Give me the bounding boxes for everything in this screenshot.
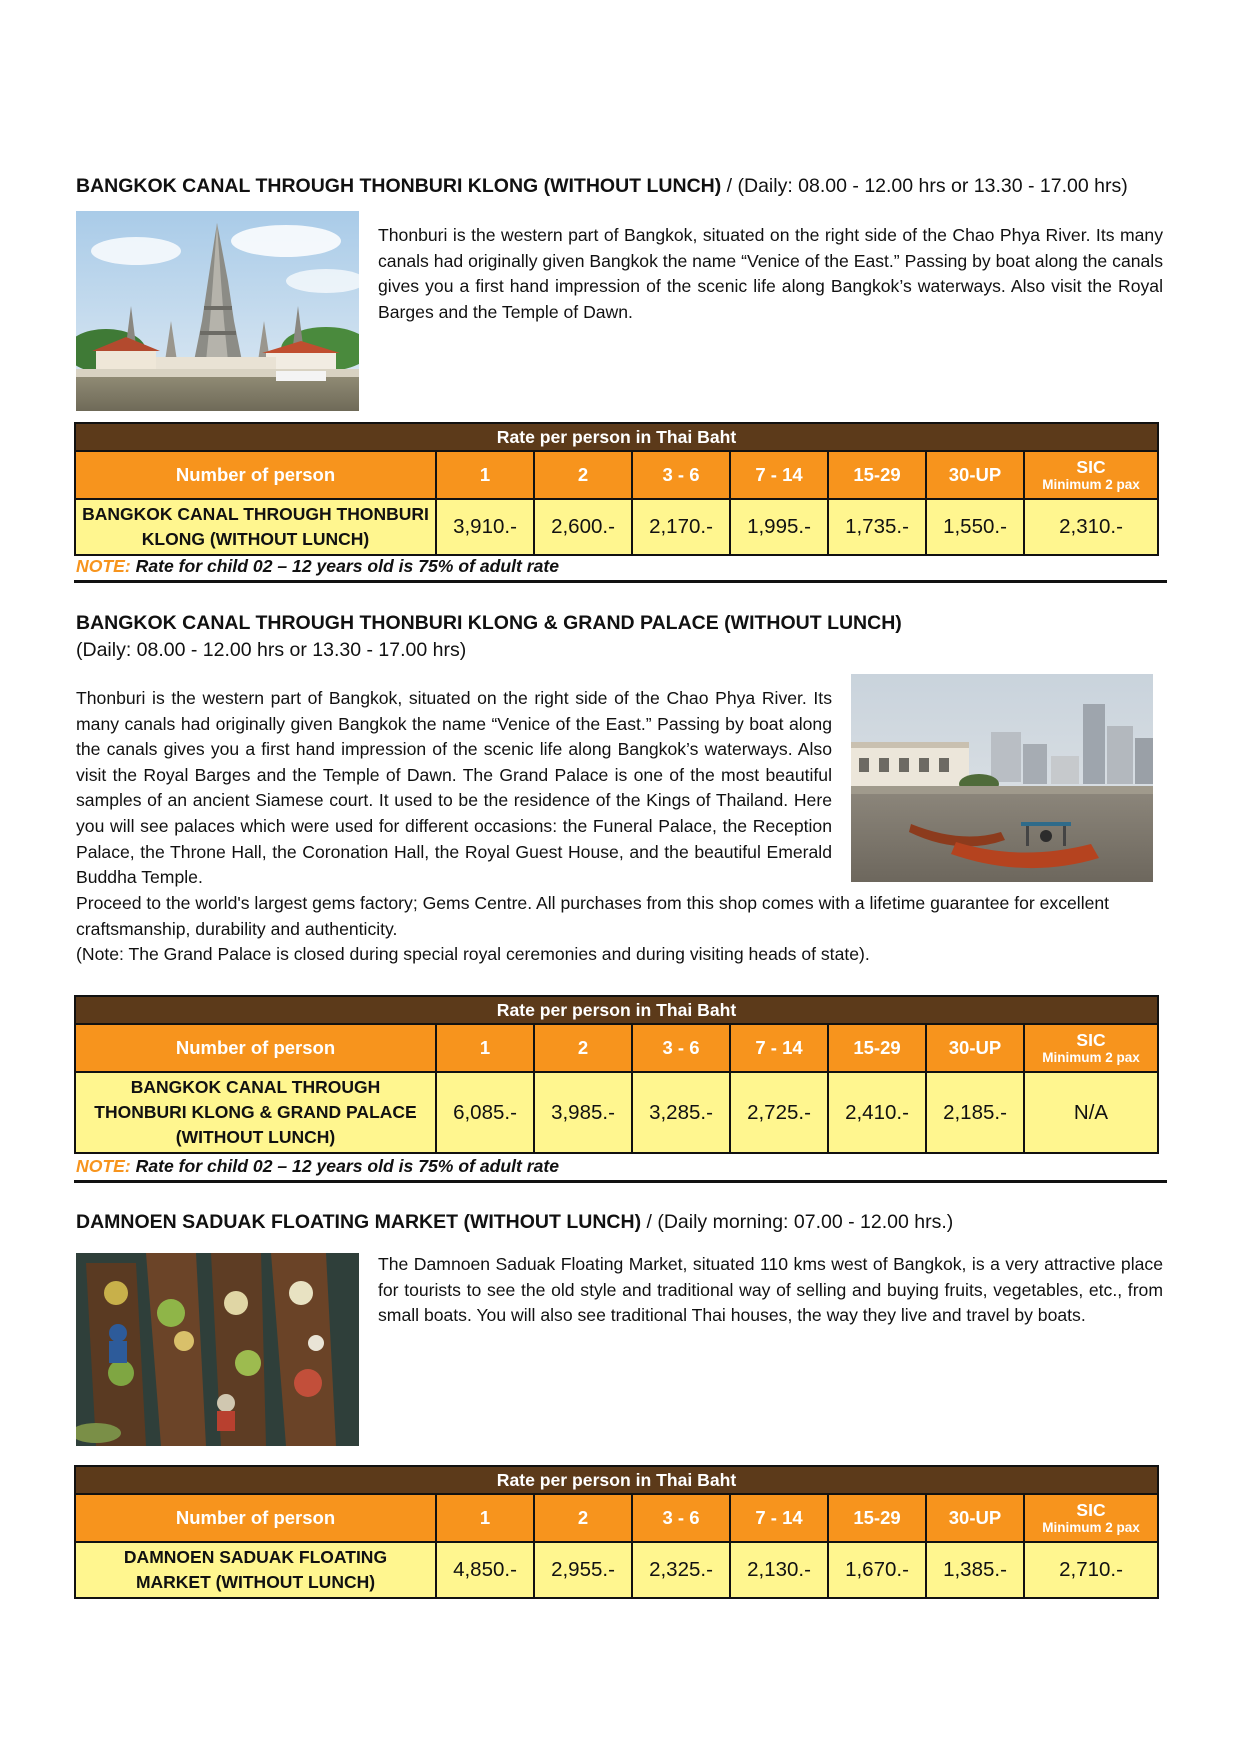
col-header: 30-UP bbox=[926, 1024, 1024, 1072]
section-2-note bbox=[76, 1156, 559, 1177]
rate-cell: 4,850.- bbox=[436, 1542, 534, 1598]
sic-minimum: Minimum 2 pax bbox=[1042, 1050, 1140, 1065]
col-header: 3 - 6 bbox=[632, 451, 730, 499]
section-1-title: BANGKOK CANAL THROUGH THONBURI KLONG (WITHOUT LUNCH) / (Daily: 08.00 - 12.00 hrs or 13.30 - 17.00 hrs) bbox=[76, 175, 1128, 197]
floating-market-photo bbox=[76, 1253, 359, 1446]
section-1-rate-table bbox=[74, 422, 1159, 556]
col-header: 1 bbox=[436, 1494, 534, 1542]
section-2-rate-table bbox=[74, 995, 1159, 1154]
col-header: 30-UP bbox=[926, 451, 1024, 499]
rate-cell: 2,600.- bbox=[534, 499, 632, 555]
col-header: 2 bbox=[534, 1024, 632, 1072]
section-2-paragraph-1: Thonburi is the western part of Bangkok, situated on the right side of the Chao Phya River. Its many canals had originally given Bangkok the name “Venice of the East.” Passing by boat along the canals gives you a first hand impression of the scenic life along Bangkok’s waterways. Also visit the Royal Barges and the Temple of Dawn. The Grand Palace is one of the most beautiful samples of an ancient Siamese court. It used to be the residence of the Kings of Thailand. Here you will see palaces which were used for different occasions: the Funeral Palace, the Reception Palace, the Throne Hall, the Coronation Hall, the Royal Guest House, and the beautiful Emerald Buddha Temple. bbox=[76, 688, 832, 888]
sic-label: SIC bbox=[1076, 1500, 1106, 1520]
col-header: 1 bbox=[436, 451, 534, 499]
rate-cell: 1,385.- bbox=[926, 1542, 1024, 1598]
note-text: Rate for child 02 – 12 years old is 75% of adult rate bbox=[135, 556, 560, 576]
rate-cell: 3,985.- bbox=[534, 1072, 632, 1153]
rate-cell: 2,410.- bbox=[828, 1072, 926, 1153]
number-of-person-label: Number of person bbox=[75, 1494, 436, 1542]
note-label: NOTE: bbox=[76, 556, 131, 576]
sic-label: SIC bbox=[1076, 1030, 1106, 1050]
section-2-title bbox=[76, 612, 902, 635]
sic-minimum: Minimum 2 pax bbox=[1042, 1520, 1140, 1535]
rate-cell: 1,735.- bbox=[828, 499, 926, 555]
section-1-schedule: (Daily: 08.00 - 12.00 hrs or 13.30 - 17.00 hrs) bbox=[737, 175, 1128, 197]
section-1-description bbox=[378, 223, 1163, 325]
col-header: 7 - 14 bbox=[730, 1494, 828, 1542]
rate-cell: 2,130.- bbox=[730, 1542, 828, 1598]
sic-minimum: Minimum 2 pax bbox=[1042, 477, 1140, 492]
rate-cell: 2,725.- bbox=[730, 1072, 828, 1153]
rate-cell: 1,550.- bbox=[926, 499, 1024, 555]
note-label: NOTE: bbox=[76, 1156, 131, 1176]
col-header: 2 bbox=[534, 451, 632, 499]
number-of-person-label: Number of person bbox=[75, 1024, 436, 1072]
col-header: 15-29 bbox=[828, 1024, 926, 1072]
section-1-title-text: BANGKOK CANAL THROUGH THONBURI KLONG (WITHOUT LUNCH) bbox=[76, 175, 722, 197]
section-2-paragraph-2: Proceed to the world's largest gems factory; Gems Centre. All purchases from this shop comes with a lifetime guarantee for excellent craftsmanship, durability and authenticity. bbox=[76, 893, 1110, 939]
section-divider bbox=[74, 1180, 1167, 1183]
col-header: 2 bbox=[534, 1494, 632, 1542]
rate-cell: 3,910.- bbox=[436, 499, 534, 555]
section-3-title: DAMNOEN SADUAK FLOATING MARKET (WITHOUT LUNCH) / (Daily morning: 07.00 - 12.00 hrs.) bbox=[76, 1211, 954, 1233]
section-3-schedule: (Daily morning: 07.00 - 12.00 hrs.) bbox=[657, 1211, 954, 1233]
rate-table-header: Rate per person in Thai Baht bbox=[75, 423, 1158, 451]
rate-cell: 6,085.- bbox=[436, 1072, 534, 1153]
sic-rate-cell: 2,710.- bbox=[1024, 1542, 1158, 1598]
rate-cell: 2,325.- bbox=[632, 1542, 730, 1598]
rate-cell: 3,285.- bbox=[632, 1072, 730, 1153]
section-1-note bbox=[76, 556, 559, 577]
section-divider bbox=[74, 580, 1167, 583]
section-3-description bbox=[378, 1252, 1163, 1329]
section-3-title-text: DAMNOEN SADUAK FLOATING MARKET (WITHOUT LUNCH) bbox=[76, 1211, 642, 1233]
section-1-paragraph: Thonburi is the western part of Bangkok, situated on the right side of the Chao Phya River. Its many canals had originally given Bangkok the name “Venice of the East.” Passing by boat along the canals gives you a first hand impression of the scenic life along Bangkok’s waterways. Also visit the Royal Barges and the Temple of Dawn. bbox=[378, 225, 1163, 322]
sic-label: SIC bbox=[1076, 457, 1106, 477]
col-header: 7 - 14 bbox=[730, 1024, 828, 1072]
rate-cell: 1,670.- bbox=[828, 1542, 926, 1598]
rate-cell: 2,955.- bbox=[534, 1542, 632, 1598]
col-header: 3 - 6 bbox=[632, 1024, 730, 1072]
rate-table-header: Rate per person in Thai Baht bbox=[75, 1466, 1158, 1494]
sic-header bbox=[1024, 451, 1158, 499]
section-2-schedule: (Daily: 08.00 - 12.00 hrs or 13.30 - 17.00 hrs) bbox=[76, 639, 467, 661]
col-header: 15-29 bbox=[828, 1494, 926, 1542]
sic-rate-cell: N/A bbox=[1024, 1072, 1158, 1153]
sic-header bbox=[1024, 1494, 1158, 1542]
note-text: Rate for child 02 – 12 years old is 75% of adult rate bbox=[135, 1156, 560, 1176]
rate-cell: 2,170.- bbox=[632, 499, 730, 555]
number-of-person-label: Number of person bbox=[75, 451, 436, 499]
longtail-boats-photo bbox=[851, 674, 1153, 882]
section-2-description-continued bbox=[76, 891, 1163, 968]
section-3-rate-table bbox=[74, 1465, 1159, 1599]
temple-of-dawn-photo bbox=[76, 211, 359, 411]
col-header: 3 - 6 bbox=[632, 1494, 730, 1542]
tour-name-cell: BANGKOK CANAL THROUGH THONBURI KLONG (WITHOUT LUNCH) bbox=[75, 499, 436, 555]
col-header: 15-29 bbox=[828, 451, 926, 499]
section-3-paragraph: The Damnoen Saduak Floating Market, situated 110 kms west of Bangkok, is a very attractive place for tourists to see the old style and traditional way of selling and buying fruits, vegetables, etc., from small boats. You will also see traditional Thai houses, the way they live and travel by boats. bbox=[378, 1254, 1163, 1326]
rate-table-header: Rate per person in Thai Baht bbox=[75, 996, 1158, 1024]
sic-rate-cell: 2,310.- bbox=[1024, 499, 1158, 555]
col-header: 30-UP bbox=[926, 1494, 1024, 1542]
col-header: 7 - 14 bbox=[730, 451, 828, 499]
col-header: 1 bbox=[436, 1024, 534, 1072]
rate-cell: 2,185.- bbox=[926, 1072, 1024, 1153]
tour-name-cell: BANGKOK CANAL THROUGH THONBURI KLONG & GRAND PALACE (WITHOUT LUNCH) bbox=[75, 1072, 436, 1153]
tour-name-cell: DAMNOEN SADUAK FLOATING MARKET (WITHOUT LUNCH) bbox=[75, 1542, 436, 1598]
rate-cell: 1,995.- bbox=[730, 499, 828, 555]
section-2-description bbox=[76, 686, 832, 891]
section-2-paragraph-3: (Note: The Grand Palace is closed during special royal ceremonies and during visiting heads of state). bbox=[76, 944, 870, 965]
section-2-title-text: BANGKOK CANAL THROUGH THONBURI KLONG & GRAND PALACE (WITHOUT LUNCH) bbox=[76, 612, 902, 634]
sic-header bbox=[1024, 1024, 1158, 1072]
